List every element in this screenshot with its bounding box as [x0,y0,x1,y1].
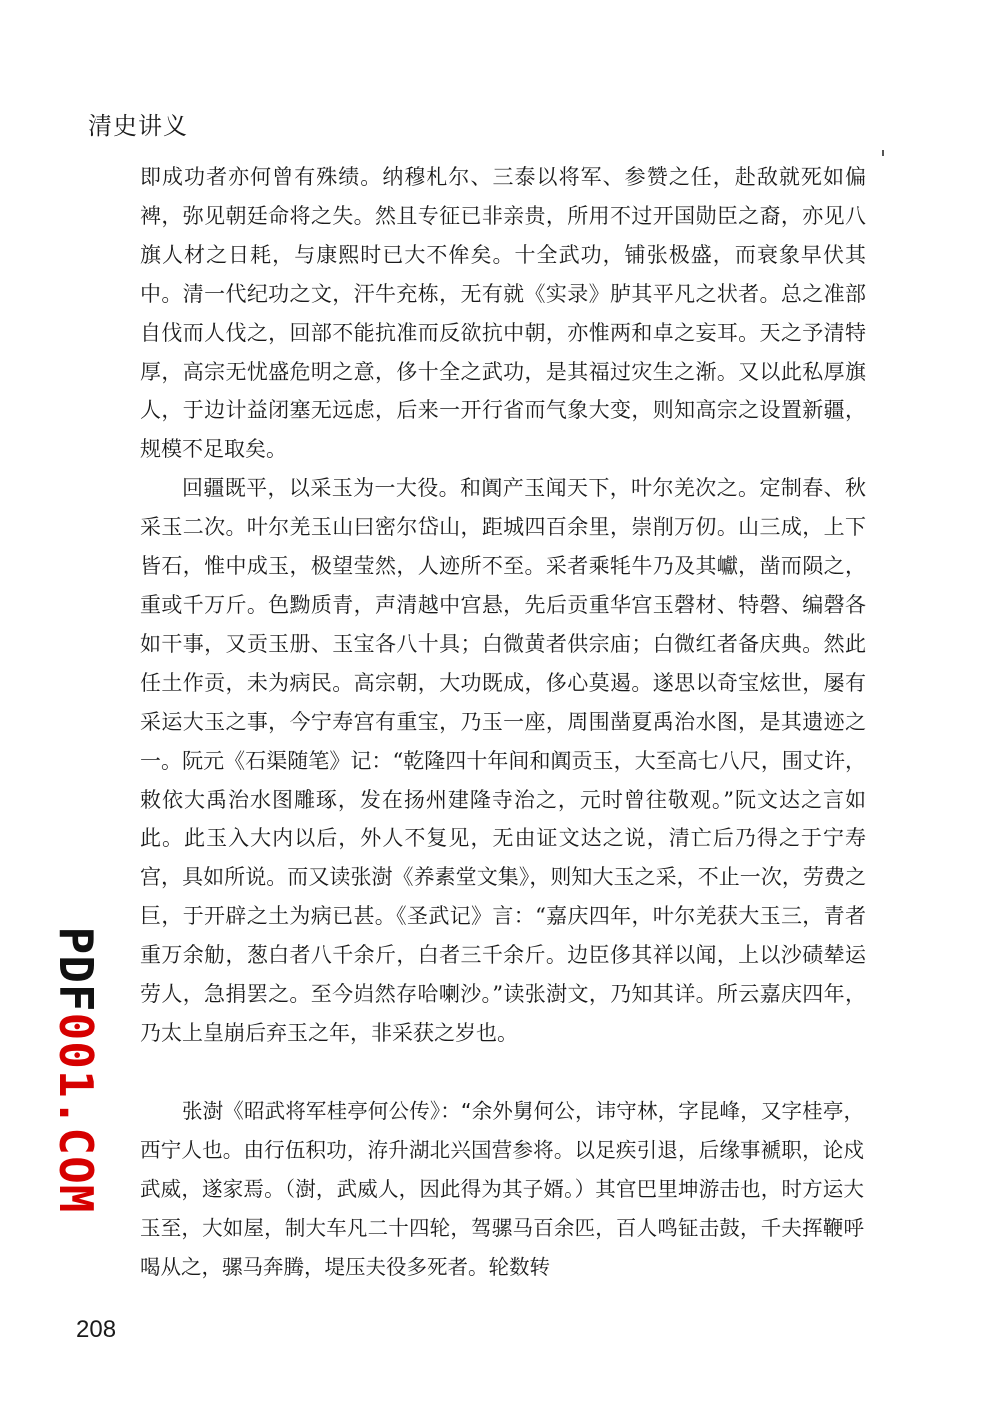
page-number: 208 [76,1316,117,1343]
watermark-part-1: PDF [49,926,103,1013]
paragraph-1: 即成功者亦何曾有殊绩。纳穆札尔、三泰以将军、参赞之任，赴敌就死如偏裨，弥见朝廷命将之失。然且专征已非亲贵，所用不过开国勋臣之裔，亦见八旗人材之日耗，与康熙时已大不侔矣。十全武功，铺张极盛，而衰象早伏其中。清一代纪功之文，汗牛充栋，无有就《实录》胪其平凡之状者。总之准部自伐而人伐之，回部不能抗准而反欲抗中朝，亦惟两和卓之妄耳。天之予清特厚，高宗无忧盛危明之意，侈十全之武功，是其福过灾生之渐。又以此私厚旗人，于边计益闭塞无远虑，后来一开行省而气象大变，则知高宗之设置新疆，规模不足取矣。 [140,165,866,462]
paragraph-2: 回疆既平，以采玉为一大役。和阗产玉闻天下，叶尔羌次之。定制春、秋采玉二次。叶尔羌玉山曰密尔岱山，距城四百余里，崇削万仞。山三成，上下皆石，惟中成玉，极望莹然，人迹所不至。采者乘牦牛乃及其巘，凿而陨之，重或千万斤。色黝质青，声清越中宫悬，先后贡重华宫玉磬材、特磬、编磬各如干事，又贡玉册、玉宝各八十具；白微黄者供宗庙；白微红者备庆典。然此任土作贡，未为病民。高宗朝，大功既成，侈心莫遏。遂思以奇宝炫世，屡有采运大玉之事，今宁寿宫有重宝，乃玉一座，周围凿夏禹治水图，是其遗迹之一。阮元《石渠随笔》记：“乾隆四十年间和阗贡玉，大至高七八尺，围丈许，敕依大禹治水图雕琢，发在扬州建隆寺治之，元时曾往敬观。”阮文达之言如此。此玉入大内以后，外人不复见，无由证文达之说，清亡后乃得之于宁寿宫，具如所说。而又读张澍《养素堂文集》，则知大玉之采，不止一次，劳费之巨，于开辟之土为病已甚。《圣武记》言：“嘉庆四年，叶尔羌获大玉三，青者重万余觔，葱白者八千余斤，白者三千余斤。边臣侈其祥以闻，上以沙碛辇运劳人，急捐罢之。至今岿然存哈喇沙。”读张澍文，乃知其详。所云嘉庆四年，乃太上皇崩后弃玉之年，非采获之岁也。 [140,476,866,1045]
margin-mark [882,150,884,156]
running-header: 清史讲义 [88,112,188,140]
quotation-text: 张澍《昭武将军桂亭何公传》：“余外舅何公，讳守林，字昆峰，又字桂亭，西宁人也。由行伍积功，洊升湖北兴国营参将。以足疾引退，后缘事褫职，论戍武威，遂家焉。（澍，武威人，因此得为其子婿。）其官巴里坤游击也，时方运大玉至，大如屋，制大车凡二十四轮，驾骡马百余匹，百人鸣钲击鼓，千夫挥鞭呼喝从之，骡马奔腾，堤压夫役多死者。轮数转 [140,1099,864,1279]
watermark-part-2: 001.COM [49,1012,103,1214]
quotation-block [140,1092,864,1287]
watermark [46,920,106,1220]
main-text [140,158,866,1053]
